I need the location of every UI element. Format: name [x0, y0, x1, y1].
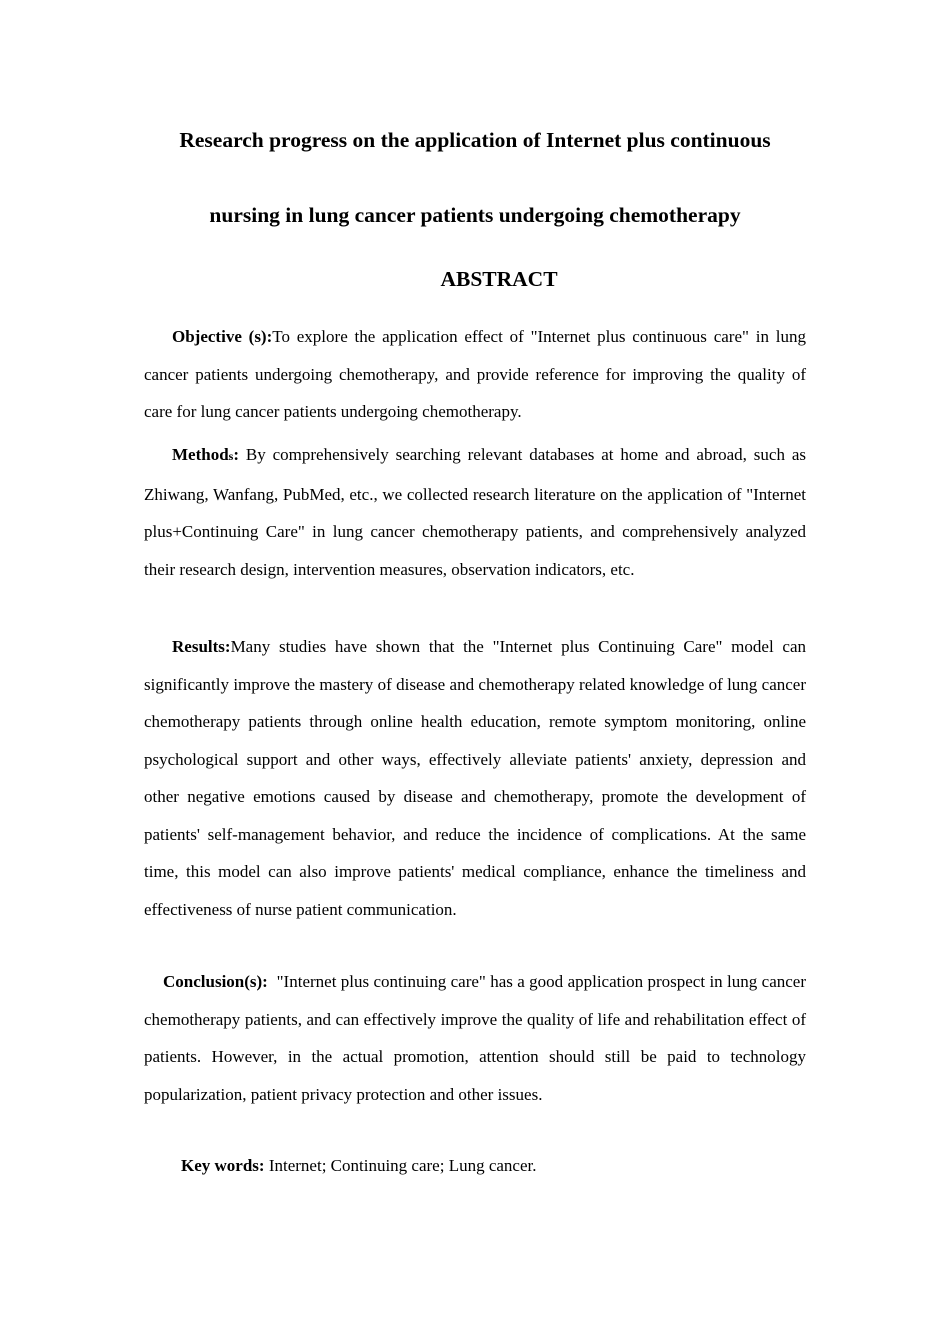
- paper-title-line-1: Research progress on the application of Internet plus continuous: [179, 128, 771, 152]
- paper-title-line-2: nursing in lung cancer patients undergoing chemotherapy: [209, 203, 741, 227]
- methods-label-colon: :: [233, 445, 240, 464]
- results-label: Results:: [172, 637, 231, 656]
- abstract-heading: ABSTRACT: [440, 267, 558, 291]
- methods-label-main: Method: [172, 445, 229, 464]
- results-text: Many studies have shown that the "Internet plus Continuing Care" model can significantly improve the mastery of disease and chemotherapy related knowledge of lung cancer chemotherapy patients through online health education, remote symptom monitoring, online psychological support and other ways, effectively alleviate patients' anxiety, depression and other negative emotions caused by disease and chemotherapy, promote the development of patients' self-management behavior, and reduce the incidence of complications. At the same time, this model can also improve patients' medical compliance, enhance the timeliness and effectiveness of nurse patient communication.: [144, 637, 806, 919]
- keywords-paragraph: [144, 1147, 806, 1185]
- keywords-text: Internet; Continuing care; Lung cancer.: [264, 1156, 537, 1175]
- objective-paragraph: [144, 318, 806, 431]
- keywords-label: Key words:: [181, 1156, 265, 1175]
- objective-text: To explore the application effect of "Internet plus continuous care" in lung cancer patients undergoing chemotherapy, and provide reference for improving the quality of care for lung cancer patients undergoing chemotherapy.: [144, 327, 806, 421]
- conclusion-label: Conclusion(s):: [163, 972, 268, 991]
- methods-text: By comprehensively searching relevant databases at home and abroad, such as Zhiwang, Wanfang, PubMed, etc., we collected research literature on the application of "Internet plus+Continuing Care" in lung cancer chemotherapy patients, and comprehensively analyzed their research design, intervention measures, observation indicators, etc.: [144, 445, 806, 579]
- methods-label: [172, 445, 239, 464]
- conclusion-paragraph: [144, 963, 811, 1113]
- methods-label-suffix: s: [228, 449, 234, 463]
- objective-label: Objective (s):: [172, 327, 273, 346]
- results-paragraph: [144, 628, 806, 928]
- conclusion-text: "Internet plus continuing care" has a good application prospect in lung cancer chemotherapy patients, and can effectively improve the quality of life and rehabilitation effect of patients. However, in the actual promotion, attention should still be paid to technology popularization, patient privacy protection and other issues.: [144, 972, 811, 1104]
- methods-paragraph: [144, 436, 806, 588]
